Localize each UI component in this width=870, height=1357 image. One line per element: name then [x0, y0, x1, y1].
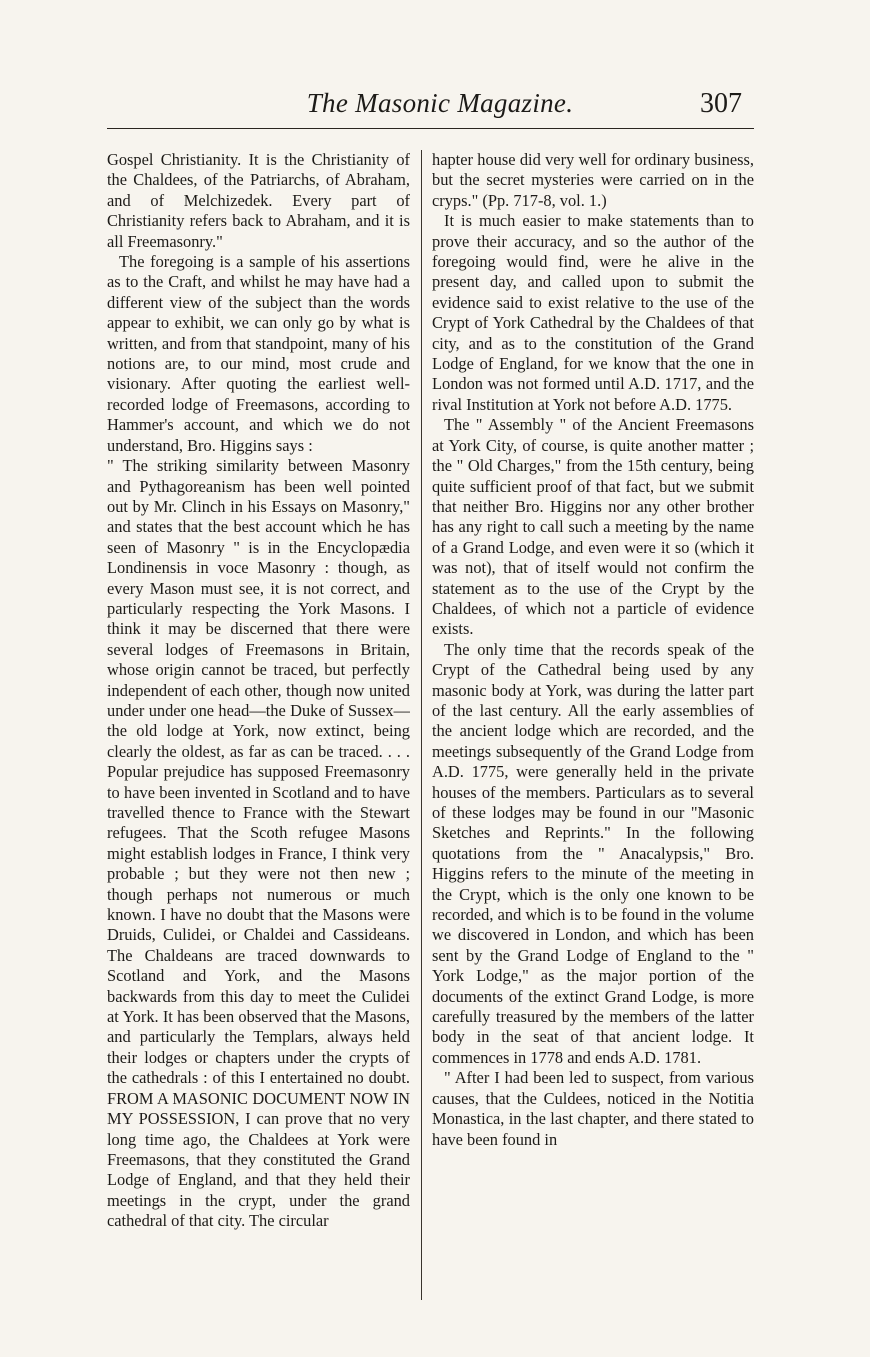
page-header — [0, 88, 870, 128]
right-paragraph-5: " After I had been led to suspect, from various causes, that the Culdees, noticed in the Notitia Monastica, in the last chapter, and there stated to have been found in — [432, 1068, 754, 1149]
running-title: The Masonic Magazine. — [306, 88, 574, 118]
left-paragraph-3: " The striking similarity between Masonry and Pythagoreanism has been well pointed out by Mr. Clinch in his Essays on Masonry," and states that the best account which he has seen of Masonry " is in the Encyclopædia Londinensis in voce Masonry : though, as every Mason must see, it is not correct, and particularly respecting the York Masons. I think it may be discerned that there were several lodges of Freemasons in Britain, whose origin cannot be traced, but perfectly independent of each other, though now united under under one head—the Duke of Sussex—the old lodge at York, now extinct, being clearly the oldest, as far as can be traced. . . . Popular prejudice has supposed Freemasonry to have been invented in Scotland and to have travelled thence to France with the Stewart refugees. That the Scoth refugee Masons might establish lodges in France, I think very probable ; but they were not then new ; though perhaps not numerous or much known. I have no doubt that the Masons were Druids, Culidei, or Chaldei and Cassideans. The Chaldeans are traced downwards to Scotland and York, and the Masons backwards from this day to meet the Culidei at York. It has been observed that the Masons, and particularly the Templars, always held their lodges or chapters under the crypts of the cathedrals : of this I entertained no doubt. FROM A MASONIC DOCUMENT NOW IN MY POSSESSION, I can prove that no very long time ago, the Chaldees at York were Freemasons, that they constituted the Grand Lodge of England, and that they held their meetings in the crypt, under the grand cathedral of that city. The circular — [107, 456, 410, 1231]
left-column — [107, 150, 410, 1300]
right-paragraph-2: It is much easier to make statements than to prove their accuracy, and so the author of the foregoing would find, were he alive in the present day, and called upon to submit the evidence said to exist relative to the use of the Crypt of York Cathedral by the Chaldees of that city, and as to the constitution of the Grand Lodge of England, for we know that the one in London was not formed until A.D. 1717, and the rival Institution at York not before A.D. 1775. — [432, 211, 754, 414]
left-paragraph-1: Gospel Christianity. It is the Christianity of the Chaldees, of the Patriarchs, of Abraham, and of Melchizedek. Every part of Christianity refers back to Abraham, and it is all Freemasonry." — [107, 150, 410, 251]
right-column — [432, 150, 754, 1300]
column-divider — [421, 150, 422, 1300]
right-paragraph-3: The " Assembly " of the Ancient Freemasons at York City, of course, is quite another matter ; the " Old Charges," from the 15th century, being quite sufficient proof of that fact, but we submit that neither Bro. Higgins nor any other brother has any right to call such a meeting by the name of a Grand Lodge, and even were it so (which it was not), that of itself would not confirm the statement as to the use of the Crypt by the Chaldees, of which not a particle of evidence exists. — [432, 415, 754, 639]
right-paragraph-4: The only time that the records speak of the Crypt of the Cathedral being used by any masonic body at York, was during the latter part of the last century. All the early assemblies of the ancient lodge which are recorded, and the meetings subsequently of the Grand Lodge from A.D. 1775, were generally held in the private houses of the members. Particulars as to several of these lodges may be found in our "Masonic Sketches and Reprints." In the following quotations from the " Anacalypsis," Bro. Higgins refers to the minute of the meeting in the Crypt, which is the only one known to be recorded, and which is to be found in the volume we discovered in London, and which has been sent by the Grand Lodge of England to the " York Lodge," as the major portion of the documents of the extinct Grand Lodge, is more carefully treasured by the members of the latter body in the seat of that ancient lodge. It commences in 1778 and ends A.D. 1781. — [432, 639, 754, 1067]
page-number: 307 — [700, 88, 742, 119]
left-paragraph-2: The foregoing is a sample of his assertions as to the Craft, and whilst he may have had a different view of the subject than the words appear to exhibit, we can only go by what is written, and from that standpoint, many of his notions are, to our mind, most crude and visionary. After quoting the earliest well-recorded lodge of Freemasons, according to Hammer's account, and which we do not understand, Bro. Higgins says : — [107, 252, 410, 455]
header-rule — [107, 128, 754, 129]
right-paragraph-1: hapter house did very well for ordinary business, but the secret mysteries were carried on in the cryps." (Pp. 717-8, vol. 1.) — [432, 150, 754, 210]
